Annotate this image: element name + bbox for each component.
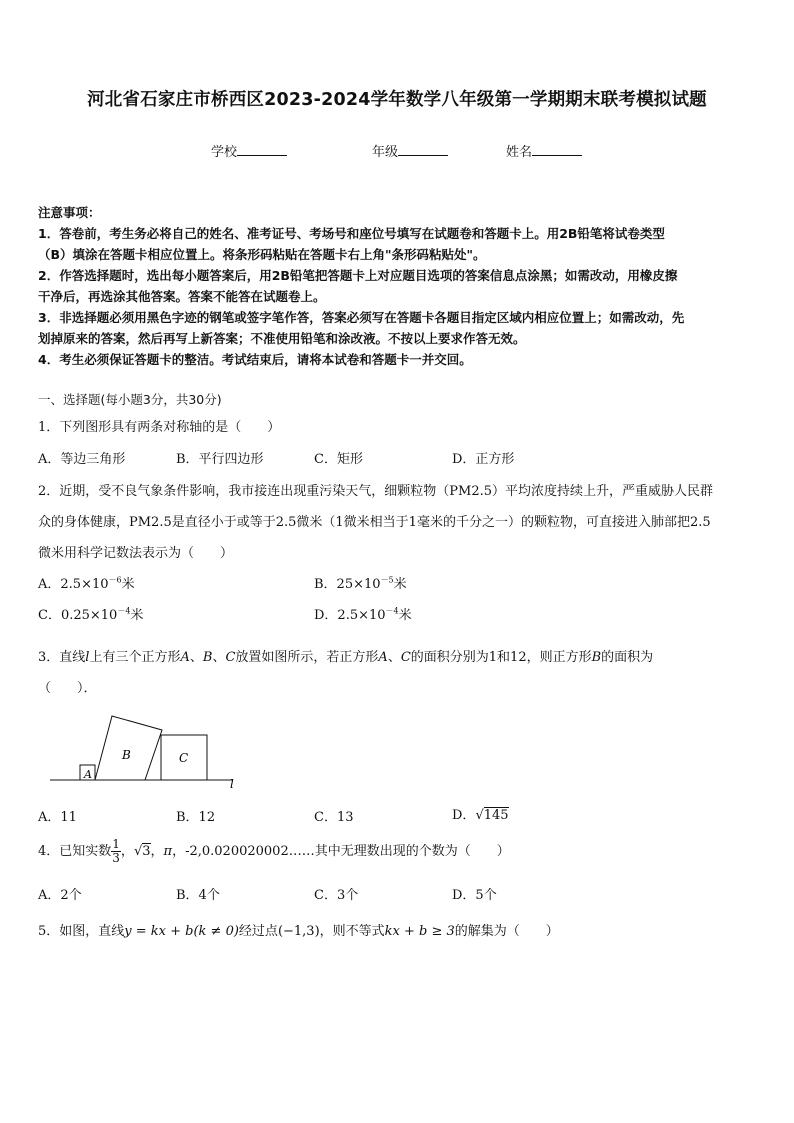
school-field	[211, 141, 287, 160]
q4-option-b: B．4个	[176, 888, 220, 903]
question-3-stem: 3．直线l上有三个正方形A、B、C放置如图所示，若正方形A、C的面积分别为1和12，则正方形B的面积为	[38, 650, 654, 665]
grade-blank	[398, 143, 448, 156]
q2-option-c: C．$0.25\times 10^{-4}$米	[38, 606, 144, 623]
notes-heading: 注意事项：	[38, 205, 101, 220]
q3-option-c: C．13	[314, 810, 354, 825]
q3-option-b: B．12	[176, 810, 216, 825]
section-heading: 一、选择题(每小题3分，共30分)	[38, 392, 222, 407]
q2-option-a: A．$2.5\times 10^{-6}$米	[38, 575, 135, 592]
q4-option-a: A．2个	[38, 888, 82, 903]
q1-option-d: D．正方形	[452, 452, 515, 467]
note-line: 2．作答选择题时，选出每小题答案后，用2B铅笔把答题卡上对应题目选项的答案信息点涂黑；如需改动，用橡皮擦	[38, 268, 678, 283]
q1-option-a: A．等边三角形	[38, 452, 126, 467]
question-1-stem: 1．下列图形具有两条对称轴的是（ ）	[38, 420, 281, 435]
q1-option-c: C．矩形	[314, 452, 363, 467]
q1-option-b: B．平行四边形	[176, 452, 264, 467]
fraction-one-third: $\frac{1}{3}$	[112, 837, 120, 865]
question-2-line: 2．近期，受不良气象条件影响，我市接连出现重污染天气，细颗粒物（PM2.5）平均浓度持续上升，严重威胁人民群	[38, 484, 714, 499]
note-line: 1．答卷前，考生务必将自己的姓名、准考证号、考场号和座位号填写在试题卷和答题卡上。用2B铅笔将试卷类型	[38, 226, 665, 241]
name-blank	[532, 143, 582, 156]
q2-option-b: B．$25\times 10^{-5}$米	[314, 575, 407, 592]
q3-option-a: A．11	[38, 810, 77, 825]
name-label: 姓名	[506, 145, 533, 160]
grade-field	[372, 141, 448, 160]
school-label: 学校	[211, 145, 238, 160]
name-field	[506, 141, 582, 160]
label-c: C	[179, 751, 189, 765]
note-line: 划掉原来的答案，然后再写上新答案；不准使用铅笔和涂改液。不按以上要求作答无效。	[38, 331, 526, 346]
q3-option-d: D．√145	[452, 808, 509, 823]
q2-option-d: D．$2.5\times 10^{-4}$米	[314, 606, 412, 623]
page-title: 河北省石家庄市桥西区2023-2024学年数学八年级第一学期期末联考模拟试题	[87, 90, 707, 110]
note-line: 4．考生必须保证答题卡的整洁。考试结束后，请将本试卷和答题卡一并交回。	[38, 352, 472, 367]
question-4-stem: 4．已知实数 $\frac{1}{3}$ ，√3，π，-2,0.020020002……其中无理数出现的个数为（ ）	[38, 837, 510, 865]
label-b: B	[122, 748, 131, 762]
q3-squares-figure	[46, 712, 246, 790]
note-line: 3．非选择题必须用黑色字迹的钢笔或签字笔作答，答案必须写在答题卡各题目指定区域内相应位置上；如需改动，先	[38, 310, 685, 325]
q4-option-c: C．3个	[314, 888, 359, 903]
question-2-line: 众的身体健康，PM2.5是直径小于或等于2.5微米（1微米相当于1毫米的千分之一）的颗粒物，可直接进入肺部把2.5	[38, 515, 711, 530]
grade-label: 年级	[372, 145, 399, 160]
sqrt-symbol: √	[475, 808, 484, 823]
school-blank	[237, 143, 287, 156]
question-5-stem: 5．如图，直线y = kx + b(k ≠ 0)经过点(−1,3)，则不等式kx + b ≥ 3的解集为（ ）	[38, 924, 559, 939]
label-a: A	[84, 768, 92, 781]
note-line: （B）填涂在答题卡相应位置上。将条形码粘贴在答题卡右上角"条形码粘贴处"。	[38, 247, 486, 262]
note-line: 干净后，再选涂其他答案。答案不能答在试题卷上。	[38, 289, 326, 304]
question-3-line: （ ）．	[38, 681, 97, 696]
label-l: l	[230, 777, 234, 790]
question-2-line: 微米用科学记数法表示为（ ）	[38, 546, 234, 561]
q4-option-d: D．5个	[452, 888, 497, 903]
